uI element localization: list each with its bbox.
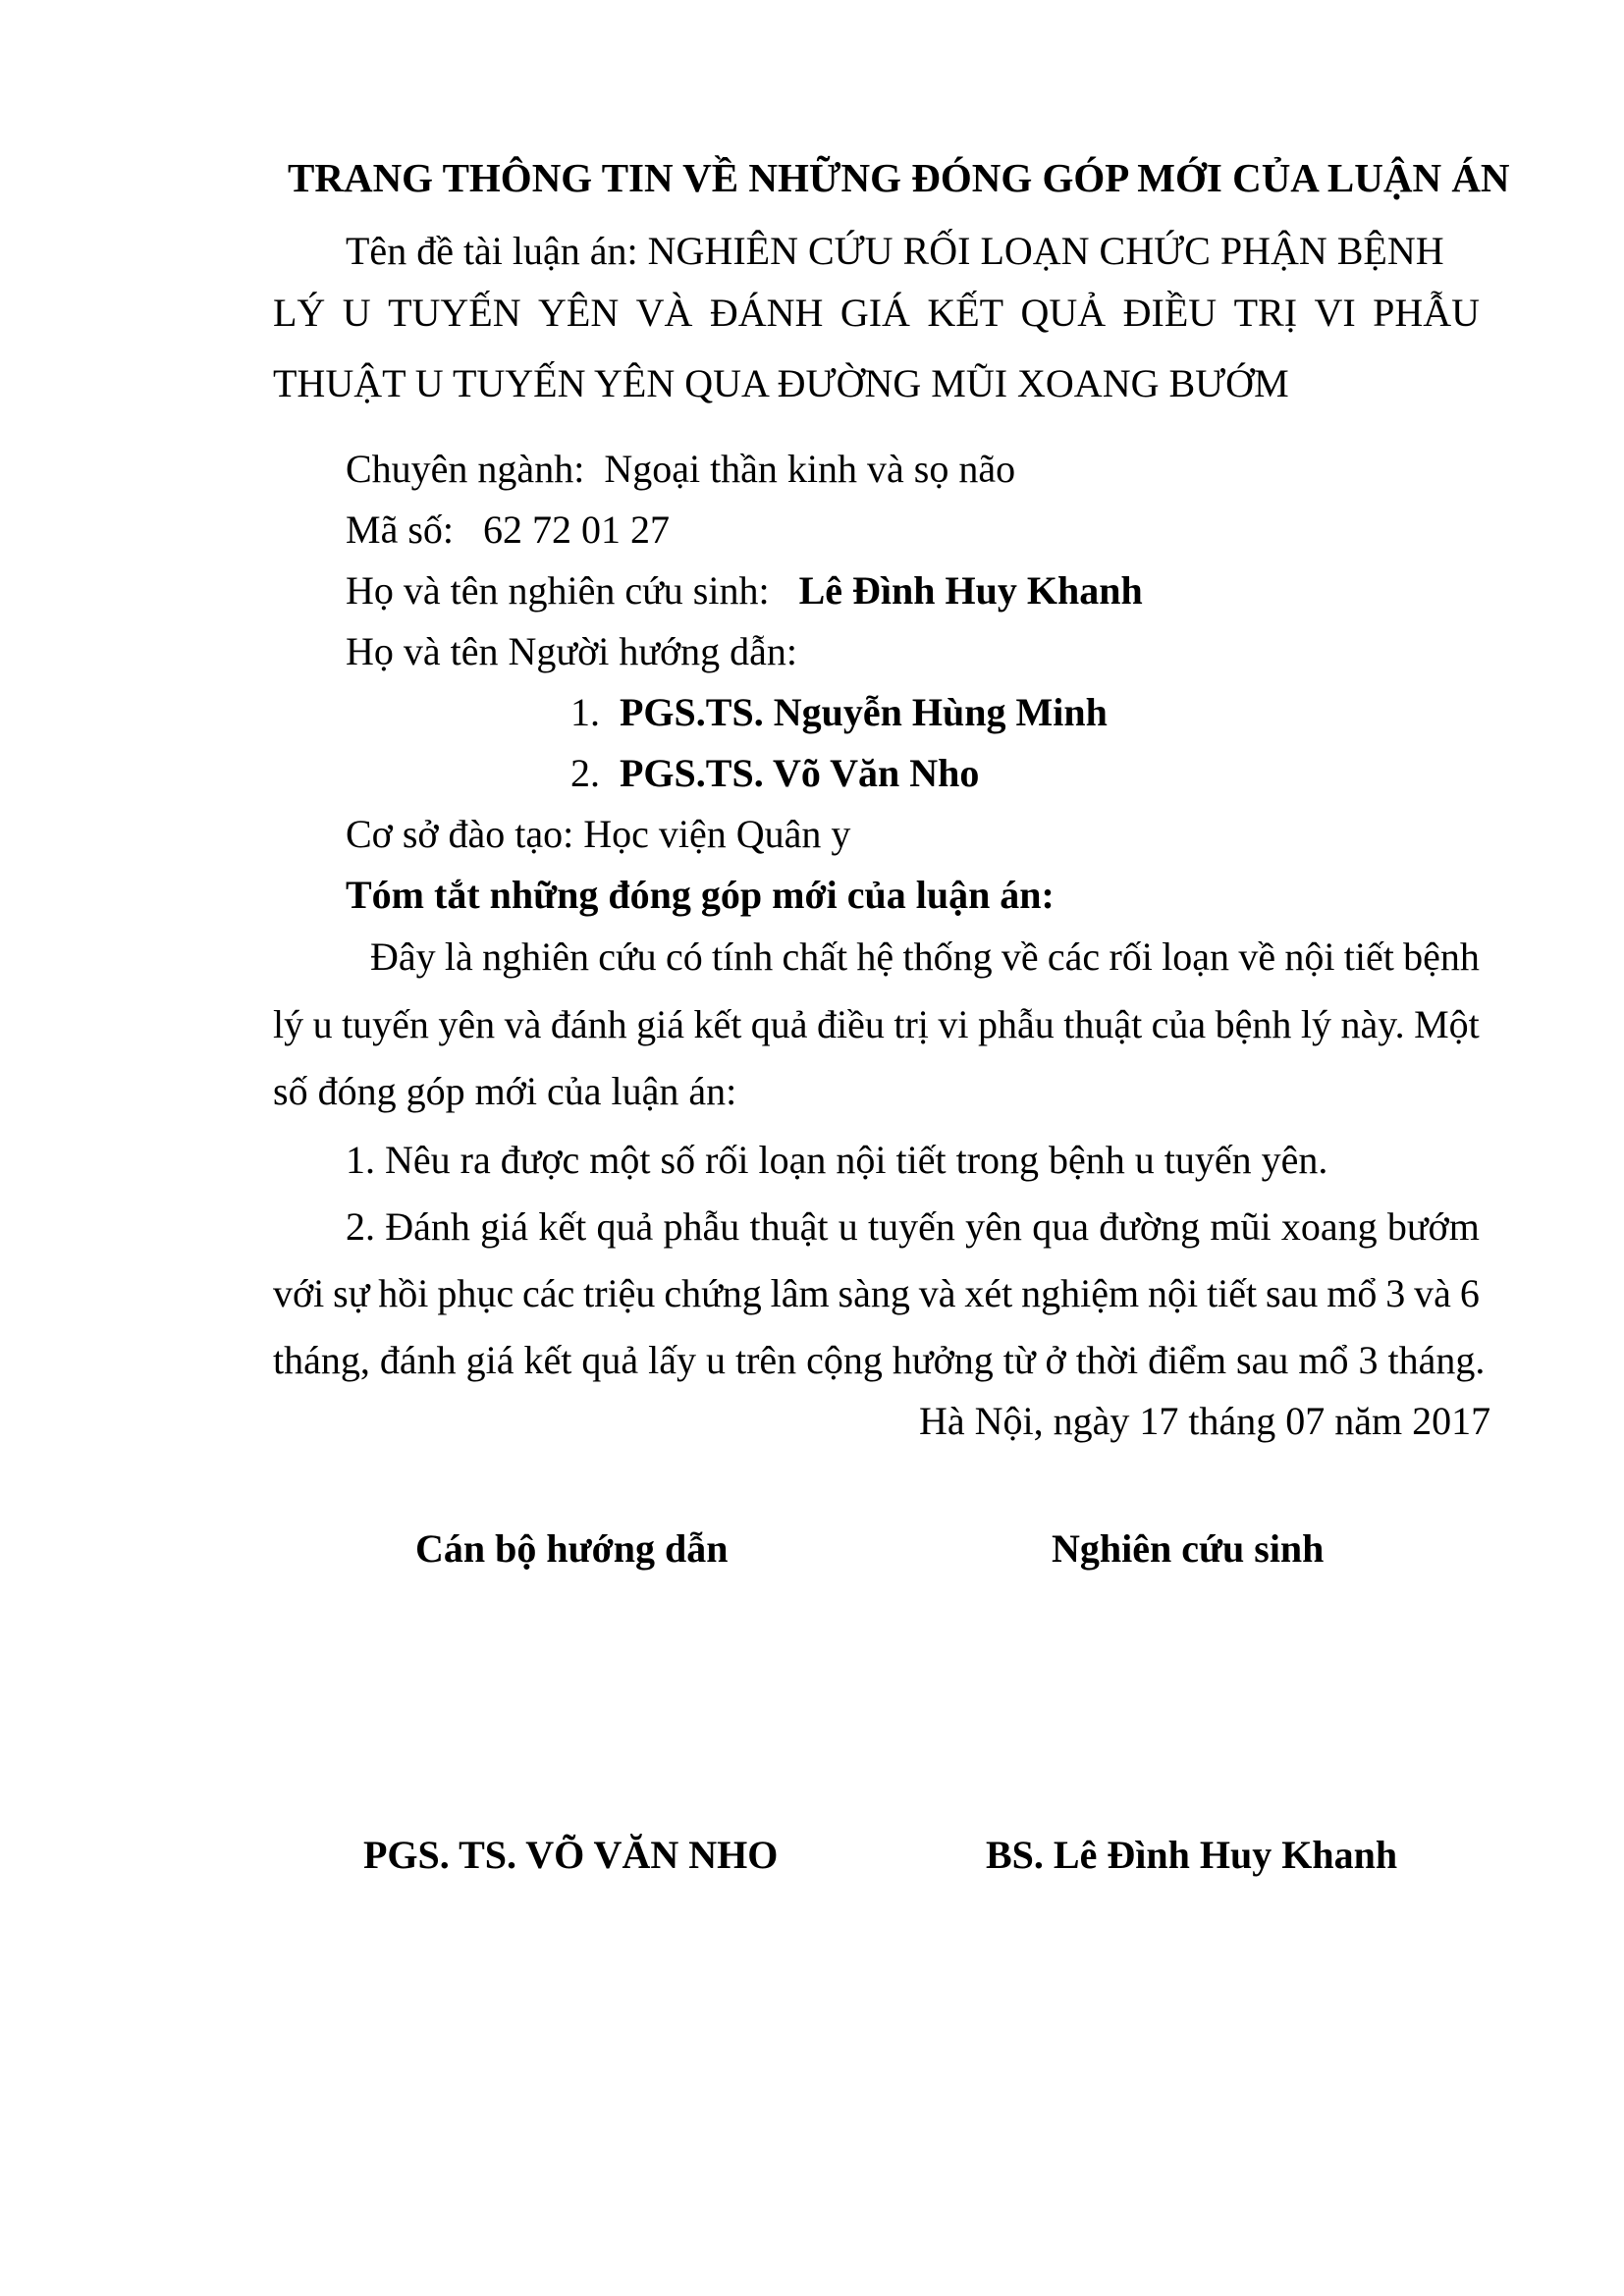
word: này. xyxy=(1340,1002,1405,1046)
word: TRỊ xyxy=(1233,291,1298,335)
word: TUYẾN xyxy=(388,291,521,335)
word: sự xyxy=(333,1271,370,1315)
word: qua xyxy=(1032,1204,1089,1249)
contribution-2-line-3: tháng, đánh giá kết quả lấy u trên cộng hưởng từ ở thời điểm sau mổ 3 tháng. xyxy=(273,1338,1486,1382)
summary-line-1 xyxy=(370,934,1480,979)
supervisor-1 xyxy=(570,690,1108,734)
word: hệ xyxy=(856,934,894,979)
supervisors-label: Họ và tên Người hướng dẫn: xyxy=(346,629,798,673)
word: vi xyxy=(938,1002,969,1046)
date-line: Hà Nội, ngày 17 tháng 07 năm 2017 xyxy=(919,1399,1491,1443)
word: phẫu xyxy=(663,1204,740,1249)
word: thống xyxy=(902,934,993,979)
word: quả xyxy=(596,1204,654,1249)
summary-line-3: số đóng góp mới của luận án: xyxy=(273,1069,737,1113)
word: và xyxy=(504,1002,542,1046)
word: mổ xyxy=(1326,1271,1378,1315)
word: sau xyxy=(1266,1271,1319,1315)
word: cứu xyxy=(598,934,657,979)
contribution-2-line-1 xyxy=(346,1204,1480,1249)
word: nghiên xyxy=(482,934,589,979)
word: KẾT xyxy=(927,291,1004,335)
word: mũi xyxy=(1210,1204,1272,1249)
word: U xyxy=(342,291,371,335)
word: về xyxy=(1001,934,1039,979)
word: Đánh xyxy=(385,1204,470,1249)
word: lâm xyxy=(770,1271,830,1315)
page-heading: TRANG THÔNG TIN VỀ NHỮNG ĐÓNG GÓP MỚI CỦA LUẬN ÁN xyxy=(288,155,1510,200)
word: lý xyxy=(1300,1002,1332,1046)
institution: Cơ sở đào tạo: Học viện Quân y xyxy=(346,812,851,856)
word: có xyxy=(665,934,703,979)
word: thuật xyxy=(1063,1002,1143,1046)
word: lý xyxy=(273,1002,304,1046)
major-row xyxy=(346,447,1016,491)
word: ĐIỀU xyxy=(1122,291,1218,335)
word: thuật xyxy=(749,1204,829,1249)
word: phục xyxy=(437,1271,514,1315)
word: chất xyxy=(782,934,848,979)
word: yên xyxy=(965,1204,1022,1249)
signature-left-title: Cán bộ hướng dẫn xyxy=(415,1526,729,1571)
code-row xyxy=(346,507,670,552)
word: LÝ xyxy=(273,291,326,335)
word: GIÁ xyxy=(839,291,910,335)
word: giá xyxy=(480,1204,529,1249)
supervisor-1-name: PGS.TS. Nguyễn Hùng Minh xyxy=(620,690,1108,734)
word: kết xyxy=(538,1204,587,1249)
word: các xyxy=(1047,934,1101,979)
word: nghiệm xyxy=(1021,1271,1140,1315)
word: bệnh xyxy=(1215,1002,1292,1046)
word: 3 xyxy=(1385,1271,1406,1315)
word: tuyến xyxy=(868,1204,955,1249)
word: bệnh xyxy=(1403,934,1480,979)
supervisor-1-number: 1. xyxy=(570,690,600,734)
word: đường xyxy=(1099,1204,1201,1249)
word: điều xyxy=(817,1002,885,1046)
word: 2. xyxy=(346,1204,375,1249)
signature-left-name: PGS. TS. VÕ VĂN NHO xyxy=(363,1833,779,1877)
summary-line-2 xyxy=(273,1002,1480,1046)
word: đánh xyxy=(550,1002,627,1046)
word: hồi xyxy=(378,1271,429,1315)
word: và xyxy=(918,1271,956,1315)
thesis-title-line-3: THUẬT U TUYẾN YÊN QUA ĐƯỜNG MŨI XOANG BƯỚM xyxy=(273,361,1289,405)
word: xét xyxy=(964,1271,1013,1315)
word: quả xyxy=(750,1002,808,1046)
contribution-2-line-2 xyxy=(273,1271,1480,1315)
word: trị xyxy=(893,1002,929,1046)
word: u xyxy=(312,1002,333,1046)
supervisor-2-number: 2. xyxy=(570,751,600,795)
word: tiết xyxy=(1343,934,1394,979)
word: VÀ xyxy=(635,291,693,335)
major-label: Chuyên ngành: xyxy=(346,447,585,491)
contribution-1: 1. Nêu ra được một số rối loạn nội tiết trong bệnh u tuyến yên. xyxy=(346,1138,1328,1182)
thesis-title-line-1: Tên đề tài luận án: NGHIÊN CỨU RỐI LOẠN CHỨC PHẬN BỆNH xyxy=(346,229,1444,273)
word: các xyxy=(521,1271,575,1315)
word: tuyến xyxy=(342,1002,429,1046)
summary-heading: Tóm tắt những đóng góp mới của luận án: xyxy=(346,873,1055,917)
word: sàng xyxy=(838,1271,910,1315)
word: của xyxy=(1151,1002,1207,1046)
word: kết xyxy=(693,1002,742,1046)
word: tính xyxy=(712,934,774,979)
word: u xyxy=(838,1204,858,1249)
student-row xyxy=(346,568,1143,613)
word: giá xyxy=(636,1002,684,1046)
word: với xyxy=(273,1271,325,1315)
word: PHẪU xyxy=(1373,291,1480,335)
supervisor-2-name: PGS.TS. Võ Văn Nho xyxy=(620,751,980,795)
signature-right-title: Nghiên cứu sinh xyxy=(1052,1526,1325,1571)
word: VI xyxy=(1314,291,1356,335)
word: yên xyxy=(438,1002,496,1046)
word: nội xyxy=(1148,1271,1199,1315)
word: rối xyxy=(1109,934,1153,979)
word: bướm xyxy=(1386,1204,1480,1249)
word: loạn xyxy=(1162,934,1230,979)
word: Đây xyxy=(370,934,436,979)
word: là xyxy=(444,934,473,979)
signature-right-name: BS. Lê Đình Huy Khanh xyxy=(986,1833,1398,1877)
word: QUẢ xyxy=(1020,291,1107,335)
word: về xyxy=(1238,934,1276,979)
student-name: Lê Đình Huy Khanh xyxy=(798,568,1143,613)
major-value: Ngoại thần kinh và sọ não xyxy=(604,447,1016,491)
word: Một xyxy=(1414,1002,1480,1046)
supervisor-2 xyxy=(570,751,980,795)
word: xoang xyxy=(1280,1204,1378,1249)
word: phẫu xyxy=(977,1002,1055,1046)
word: triệu xyxy=(583,1271,656,1315)
student-label: Họ và tên nghiên cứu sinh: xyxy=(346,568,770,613)
word: nội xyxy=(1284,934,1335,979)
word: chứng xyxy=(664,1271,762,1315)
code-value: 62 72 01 27 xyxy=(483,507,670,552)
code-label: Mã số: xyxy=(346,507,454,552)
thesis-title-line-2 xyxy=(273,291,1480,335)
word: 6 xyxy=(1459,1271,1480,1315)
word: YÊN xyxy=(538,291,620,335)
word: ĐÁNH xyxy=(709,291,824,335)
word: tiết xyxy=(1207,1271,1258,1315)
word: và xyxy=(1414,1271,1451,1315)
